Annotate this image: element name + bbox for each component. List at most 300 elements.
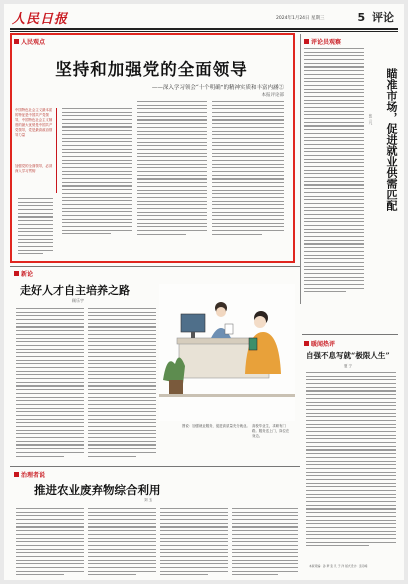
text-line xyxy=(88,326,156,327)
text-line xyxy=(306,438,396,439)
text-line xyxy=(16,574,64,575)
text-line xyxy=(88,382,156,383)
text-line xyxy=(88,389,156,390)
text-line xyxy=(62,152,132,153)
text-line xyxy=(18,228,53,229)
text-line xyxy=(212,190,284,191)
text-line xyxy=(306,379,396,380)
text-line xyxy=(160,571,228,572)
text-line xyxy=(62,156,132,157)
text-line xyxy=(16,400,84,401)
text-line xyxy=(306,435,396,436)
text-line xyxy=(88,345,156,346)
text-line xyxy=(16,345,84,346)
text-line xyxy=(304,277,364,278)
text-line xyxy=(232,538,298,539)
text-line xyxy=(62,185,132,186)
text-line xyxy=(16,563,84,564)
text-line xyxy=(306,483,396,484)
text-line xyxy=(137,138,207,139)
text-line xyxy=(62,167,132,168)
text-line xyxy=(88,545,156,546)
text-line xyxy=(232,530,298,531)
text-line xyxy=(62,189,132,190)
text-line xyxy=(62,222,132,223)
text-line xyxy=(306,461,396,462)
text-line xyxy=(306,472,396,473)
text-line xyxy=(88,360,156,361)
illustration-poem: 高校毕业生，求职有门路。服务送上门，岗位在身边。 xyxy=(252,424,290,438)
text-line xyxy=(232,556,298,557)
text-line xyxy=(88,526,156,527)
text-line xyxy=(88,519,156,520)
text-line xyxy=(212,119,284,120)
text-line xyxy=(212,145,284,146)
text-line xyxy=(306,394,396,395)
text-line xyxy=(62,171,132,172)
text-line xyxy=(160,560,228,561)
text-line xyxy=(306,538,396,539)
right-article-title[interactable]: 瞄准市场，促进就业供需匹配 xyxy=(385,68,398,211)
text-line xyxy=(16,534,84,535)
text-line xyxy=(88,512,156,513)
text-line xyxy=(137,167,207,168)
text-line xyxy=(62,123,132,124)
text-line xyxy=(137,119,207,120)
text-line xyxy=(304,111,364,112)
text-line xyxy=(306,486,396,487)
text-line xyxy=(62,112,132,113)
text-line xyxy=(18,239,53,240)
text-line xyxy=(306,479,396,480)
mid-right-body xyxy=(306,372,396,546)
text-line xyxy=(88,441,156,442)
text-line xyxy=(18,202,53,203)
text-line xyxy=(306,523,396,524)
text-line xyxy=(306,545,369,546)
text-line xyxy=(306,390,396,391)
text-line xyxy=(16,541,84,542)
text-line xyxy=(88,530,156,531)
text-line xyxy=(137,219,207,220)
text-line xyxy=(88,426,156,427)
issue-date: 2024年1月24日 星期三 xyxy=(276,16,325,21)
text-line xyxy=(160,523,228,524)
text-line xyxy=(304,63,364,64)
text-line xyxy=(137,197,207,198)
text-line xyxy=(304,114,364,115)
text-line xyxy=(62,200,132,201)
text-line xyxy=(137,131,207,132)
bottom-article-title[interactable]: 推进农业废弃物综合利用 xyxy=(34,483,161,497)
text-line xyxy=(18,242,53,243)
text-line xyxy=(306,405,396,406)
text-line xyxy=(304,151,364,152)
text-line xyxy=(62,119,132,120)
text-line xyxy=(304,96,364,97)
text-line xyxy=(212,167,284,168)
text-line xyxy=(212,105,284,106)
text-line xyxy=(62,215,132,216)
text-line xyxy=(88,315,156,316)
tag-square-icon xyxy=(14,472,19,477)
bottom-body-col-4 xyxy=(232,508,298,575)
text-line xyxy=(88,338,156,339)
text-line xyxy=(232,526,298,527)
text-line xyxy=(160,519,228,520)
section-tag-right-top: 评论员观察 xyxy=(304,37,341,46)
text-line xyxy=(88,356,156,357)
text-line xyxy=(306,409,396,410)
text-line xyxy=(88,371,156,372)
text-line xyxy=(160,515,228,516)
text-line xyxy=(232,534,298,535)
text-line xyxy=(306,531,396,532)
text-line xyxy=(88,433,156,434)
text-line xyxy=(18,205,53,206)
text-line xyxy=(16,519,84,520)
text-line xyxy=(88,393,156,394)
illustration-caption: 图说：加强就业服务，促进高质量充分就业。 xyxy=(182,424,250,428)
text-line xyxy=(62,174,132,175)
text-line xyxy=(16,452,84,453)
text-line xyxy=(88,363,156,364)
text-line xyxy=(137,164,207,165)
text-line xyxy=(212,197,284,198)
text-line xyxy=(88,349,156,350)
text-line xyxy=(304,148,364,149)
text-line xyxy=(88,534,156,535)
text-line xyxy=(160,541,228,542)
text-line xyxy=(212,215,284,216)
newspaper-page xyxy=(4,4,404,580)
text-line xyxy=(62,108,132,109)
text-line xyxy=(212,204,284,205)
text-line xyxy=(306,501,396,502)
text-line xyxy=(304,284,364,285)
text-line xyxy=(16,437,84,438)
text-line xyxy=(306,512,396,513)
text-line xyxy=(212,219,284,220)
text-line xyxy=(304,258,364,259)
text-line xyxy=(304,81,364,82)
text-line xyxy=(304,218,364,219)
text-line xyxy=(62,163,132,164)
text-line xyxy=(304,52,364,53)
text-line xyxy=(88,541,156,542)
text-line xyxy=(304,251,364,252)
main-article-byline: 本报评论部 xyxy=(261,93,284,98)
text-line xyxy=(88,538,156,539)
bottom-body-col-2 xyxy=(88,508,156,575)
mid-right-article-title[interactable]: 自强不息写就“极限人生” xyxy=(306,351,390,360)
mid-right-article-byline: 夏 宁 xyxy=(344,364,353,368)
text-line xyxy=(16,422,84,423)
text-line xyxy=(88,563,156,564)
tag-square-icon xyxy=(14,39,19,44)
text-line xyxy=(304,255,364,256)
text-line xyxy=(212,164,284,165)
text-line xyxy=(160,549,228,550)
employment-service-illustration xyxy=(159,284,295,421)
text-line xyxy=(16,378,84,379)
text-line xyxy=(137,208,207,209)
text-line xyxy=(16,538,84,539)
text-line xyxy=(306,497,396,498)
text-line xyxy=(137,108,207,109)
text-line xyxy=(306,420,396,421)
text-line xyxy=(232,545,298,546)
text-line xyxy=(18,216,53,217)
tag-square-icon xyxy=(14,271,19,276)
text-line xyxy=(137,186,207,187)
section-header xyxy=(358,9,395,25)
text-line xyxy=(212,208,284,209)
text-line xyxy=(304,262,364,263)
text-line xyxy=(160,526,228,527)
text-line xyxy=(160,563,228,564)
text-line xyxy=(62,211,132,212)
text-line xyxy=(306,442,396,443)
text-line xyxy=(18,231,53,232)
column-divider xyxy=(300,34,301,304)
bottom-article-byline: 刘 玉 xyxy=(144,498,153,502)
text-line xyxy=(16,393,84,394)
text-line xyxy=(137,223,207,224)
text-line xyxy=(16,430,84,431)
text-line xyxy=(137,212,207,213)
text-line xyxy=(304,74,364,75)
text-line xyxy=(232,560,298,561)
text-line xyxy=(88,415,156,416)
text-line xyxy=(306,508,396,509)
text-line xyxy=(88,552,156,553)
text-line xyxy=(212,175,284,176)
bottom-body-col-1 xyxy=(16,508,84,575)
text-line xyxy=(232,508,298,509)
text-line xyxy=(160,538,228,539)
text-line xyxy=(212,160,284,161)
text-line xyxy=(212,193,284,194)
text-line xyxy=(212,223,284,224)
text-line xyxy=(160,512,228,513)
text-line xyxy=(304,203,364,204)
text-line xyxy=(304,214,364,215)
text-line xyxy=(160,574,208,575)
text-line xyxy=(304,159,364,160)
illustration-svg xyxy=(159,284,295,421)
text-line xyxy=(88,404,156,405)
text-line xyxy=(232,541,298,542)
text-line xyxy=(16,567,84,568)
text-line xyxy=(212,127,284,128)
text-line xyxy=(306,372,396,373)
text-line xyxy=(306,520,396,521)
text-line xyxy=(18,224,53,225)
text-line xyxy=(160,556,228,557)
newspaper-logo: 人民日报 xyxy=(12,12,69,27)
text-line xyxy=(304,70,364,71)
text-line xyxy=(137,182,207,183)
text-line xyxy=(88,367,156,368)
tag-square-icon xyxy=(304,341,309,346)
text-line xyxy=(88,374,156,375)
text-line xyxy=(16,389,84,390)
text-line xyxy=(88,448,156,449)
page-footer: 本版责编：孙 梦 张 凡 于 洋 版式设计：张丹峰 xyxy=(309,564,368,568)
section-name: 评论 xyxy=(372,11,394,24)
text-line xyxy=(88,323,156,324)
text-line xyxy=(304,207,364,208)
text-line xyxy=(304,188,364,189)
text-line xyxy=(88,422,156,423)
bottom-body-col-3 xyxy=(160,508,228,575)
text-line xyxy=(137,101,207,102)
text-line xyxy=(212,182,284,183)
text-line xyxy=(306,431,396,432)
text-line xyxy=(16,545,84,546)
text-line xyxy=(137,134,207,135)
text-line xyxy=(212,153,284,154)
text-line xyxy=(62,130,132,131)
text-line xyxy=(137,171,207,172)
text-line xyxy=(16,367,84,368)
text-line xyxy=(306,449,396,450)
pull-quote-2: 加强党的全面领导，必须深入学习贯彻 xyxy=(15,164,53,173)
text-line xyxy=(304,266,364,267)
main-article-body-col-2 xyxy=(137,101,207,235)
text-line xyxy=(306,424,396,425)
mid-left-article-title[interactable]: 走好人才自主培养之路 xyxy=(20,284,130,297)
text-line xyxy=(88,408,156,409)
text-line xyxy=(232,515,298,516)
text-line xyxy=(16,426,84,427)
text-line xyxy=(88,515,156,516)
text-line xyxy=(62,204,132,205)
text-line xyxy=(62,138,132,139)
text-line xyxy=(304,269,364,270)
text-line xyxy=(212,234,262,235)
text-line xyxy=(137,230,207,231)
text-line xyxy=(306,534,396,535)
text-line xyxy=(88,312,156,313)
text-line xyxy=(88,452,156,453)
text-line xyxy=(88,341,156,342)
text-line xyxy=(16,352,84,353)
text-line xyxy=(304,225,364,226)
text-line xyxy=(62,208,132,209)
main-article-body-col-3 xyxy=(212,101,284,235)
text-line xyxy=(18,253,43,254)
mid-left-article-byline: 顾乐宇 xyxy=(72,298,84,303)
text-line xyxy=(16,523,84,524)
main-article-subtitle: ——深入学习领会“十个明确”的精神实质和丰富内涵② xyxy=(151,85,284,91)
text-line xyxy=(16,508,84,509)
text-line xyxy=(304,280,364,281)
text-line xyxy=(212,101,284,102)
text-line xyxy=(16,397,84,398)
text-line xyxy=(160,552,228,553)
text-line xyxy=(88,334,156,335)
text-line xyxy=(304,48,364,49)
text-line xyxy=(137,153,207,154)
text-line xyxy=(306,427,396,428)
section-divider xyxy=(10,266,300,267)
right-article-byline: 张三凡 xyxy=(369,114,373,125)
text-line xyxy=(16,312,84,313)
text-line xyxy=(16,338,84,339)
text-line xyxy=(304,232,364,233)
tag-square-icon xyxy=(304,39,309,44)
text-line xyxy=(62,219,132,220)
text-line xyxy=(18,198,53,199)
text-line xyxy=(306,446,396,447)
main-article-title[interactable]: 坚持和加强党的全面领导 xyxy=(55,60,248,79)
text-line xyxy=(88,556,156,557)
masthead-rule-thin xyxy=(10,31,398,32)
text-line xyxy=(88,571,156,572)
text-line xyxy=(88,444,156,445)
masthead-rule xyxy=(10,28,398,30)
text-line xyxy=(212,149,284,150)
text-line xyxy=(304,184,364,185)
text-line xyxy=(88,437,156,438)
text-line xyxy=(212,201,284,202)
text-line xyxy=(88,567,156,568)
masthead xyxy=(10,7,398,29)
text-line xyxy=(16,560,84,561)
text-line xyxy=(62,226,132,227)
text-line xyxy=(62,182,132,183)
text-line xyxy=(88,523,156,524)
text-line xyxy=(306,464,396,465)
text-line xyxy=(304,144,364,145)
text-line xyxy=(304,137,364,138)
text-line xyxy=(137,142,207,143)
text-line xyxy=(304,243,364,244)
text-line xyxy=(16,448,84,449)
text-line xyxy=(62,126,132,127)
text-line xyxy=(306,468,396,469)
mid-left-body-col-1 xyxy=(16,308,84,457)
text-line xyxy=(62,197,132,198)
text-line xyxy=(304,240,364,241)
text-line xyxy=(137,215,207,216)
text-line xyxy=(16,419,84,420)
text-line xyxy=(304,210,364,211)
text-line xyxy=(306,490,396,491)
text-line xyxy=(16,444,84,445)
section-number: 5 xyxy=(357,11,366,24)
text-line xyxy=(304,192,364,193)
text-line xyxy=(16,552,84,553)
pull-quote-divider xyxy=(56,108,57,193)
text-line xyxy=(88,308,156,309)
section-tag-mid-right: 暖闻热评 xyxy=(304,339,335,348)
text-line xyxy=(306,398,396,399)
text-line xyxy=(62,141,132,142)
text-line xyxy=(88,411,156,412)
text-line xyxy=(212,230,284,231)
text-line xyxy=(137,123,207,124)
text-line xyxy=(304,107,364,108)
text-line xyxy=(306,516,396,517)
section-tag-mid-left: 新论 xyxy=(14,269,33,278)
text-line xyxy=(16,433,84,434)
text-line xyxy=(212,171,284,172)
text-line xyxy=(232,574,278,575)
text-line xyxy=(232,512,298,513)
